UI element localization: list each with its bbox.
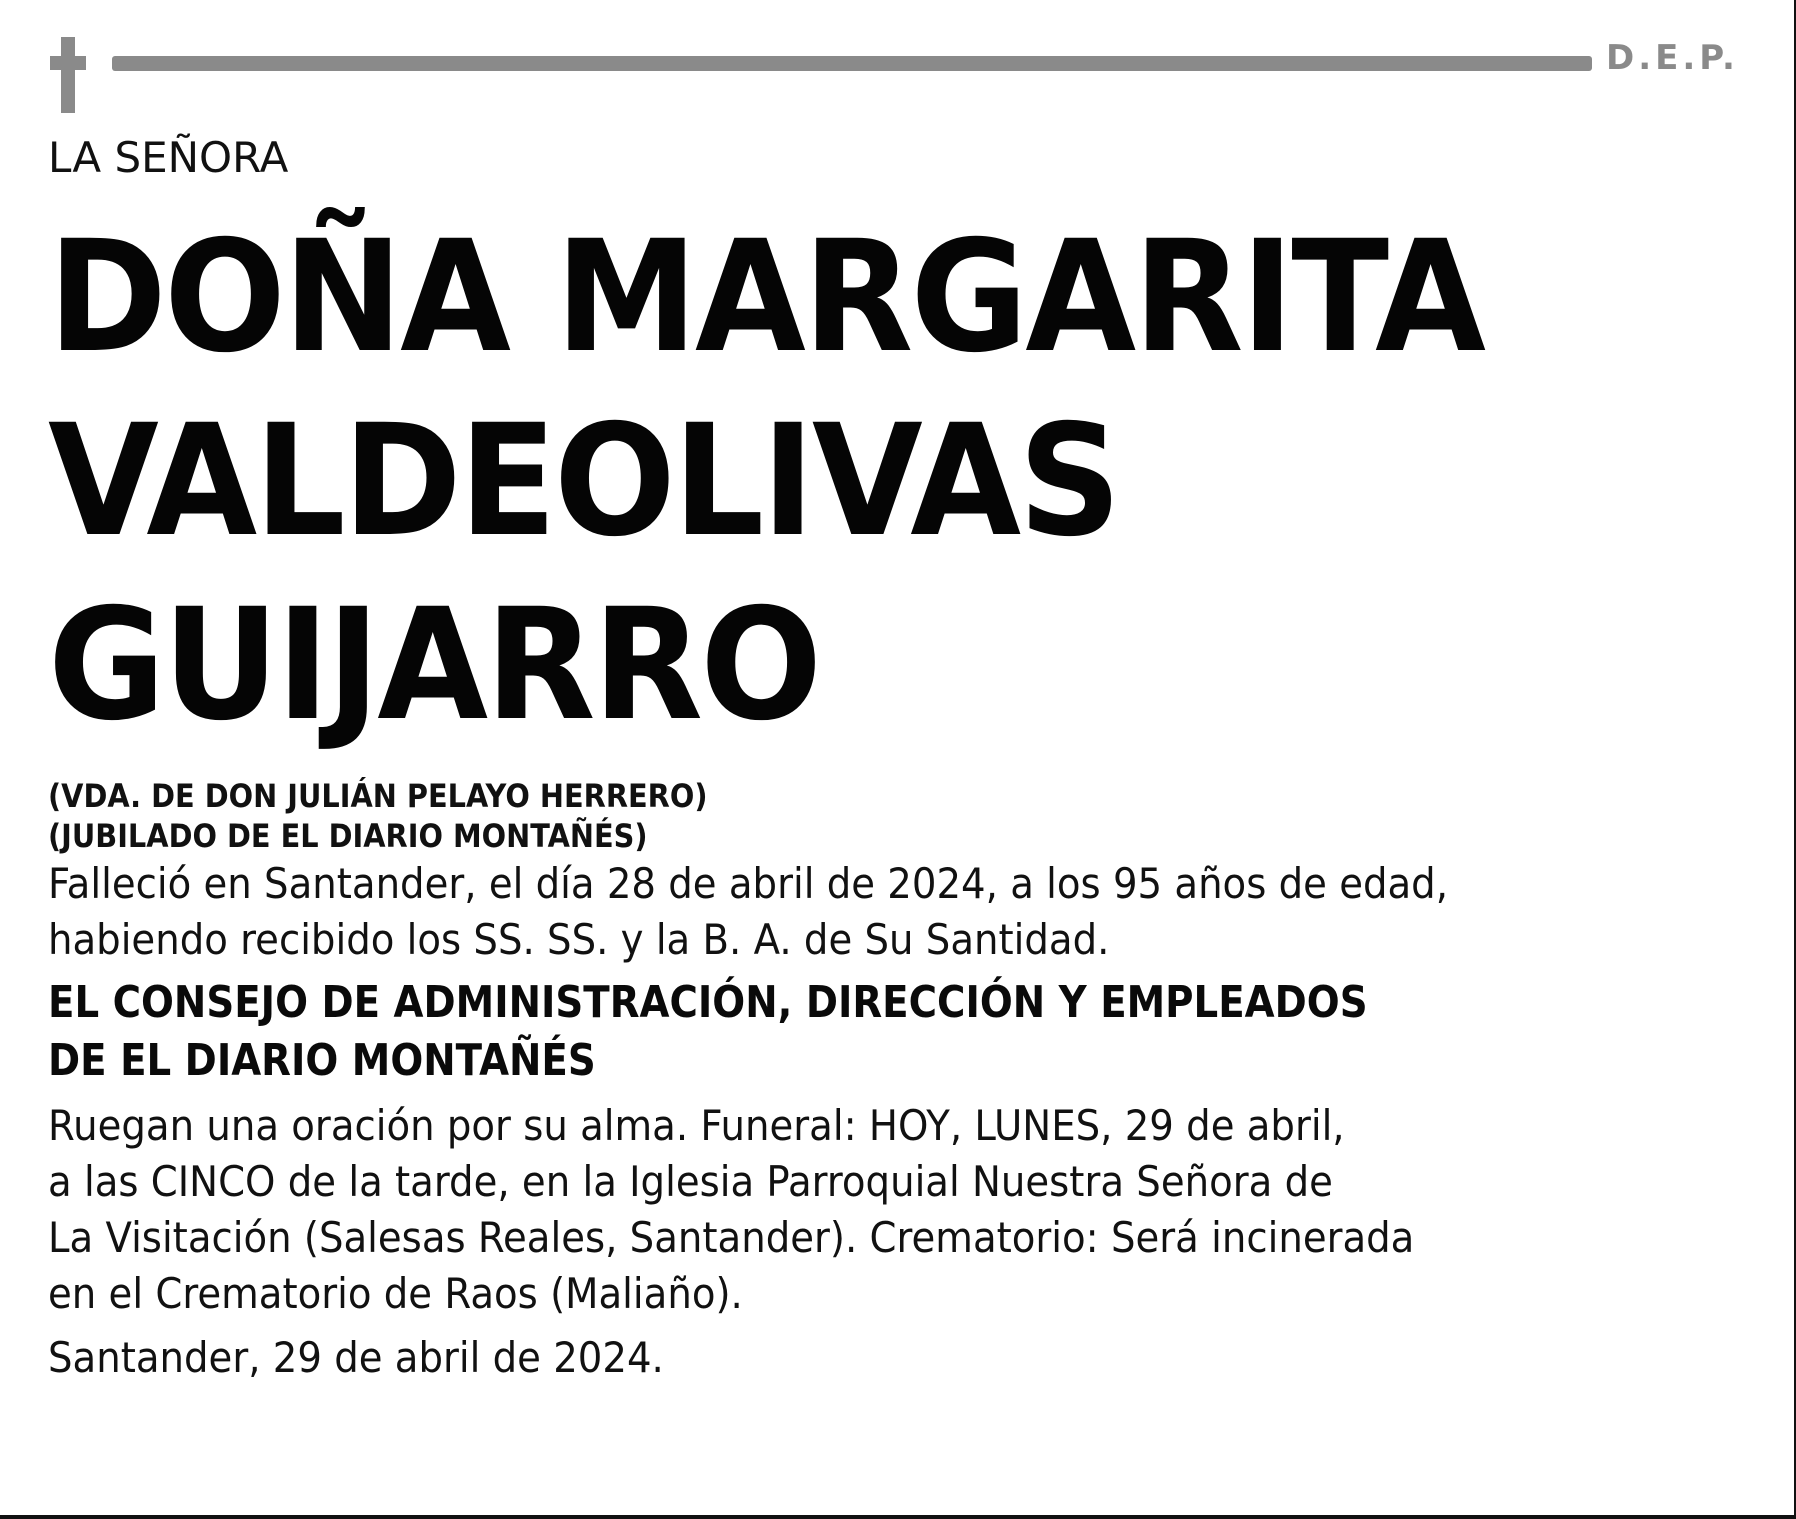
funeral-details [48, 1098, 1748, 1322]
subtitle [48, 776, 1748, 856]
funeral-line-3: La Visitación (Salesas Reales, Santander). Crematorio: Será incinerada [48, 1213, 1415, 1262]
latin-cross-icon [50, 37, 86, 113]
name-line-3: GUIJARRO [48, 576, 820, 755]
deceased-name [48, 206, 1748, 758]
dep-label: D.E.P. [1606, 38, 1739, 78]
death-line-1: Falleció en Santander, el día 28 de abril de 2024, a los 95 años de edad, [48, 859, 1448, 908]
organization-line-2: DE EL DIARIO MONTAÑÉS [48, 1035, 596, 1086]
honorific: LA SEÑORA [48, 133, 289, 182]
header-rule [112, 56, 1592, 71]
organization [48, 974, 1748, 1090]
closing-date [48, 1330, 1748, 1386]
subtitle-line-1: (VDA. DE DON JULIÁN PELAYO HERRERO) [48, 777, 708, 815]
funeral-line-4: en el Crematorio de Raos (Maliaño). [48, 1269, 743, 1318]
death-details [48, 856, 1748, 968]
organization-line-1: EL CONSEJO DE ADMINISTRACIÓN, DIRECCIÓN Y EMPLEADOS [48, 977, 1368, 1028]
subtitle-line-2: (JUBILADO DE EL DIARIO MONTAÑÉS) [48, 817, 648, 855]
closing-line: Santander, 29 de abril de 2024. [48, 1333, 664, 1382]
name-line-1: DOÑA MARGARITA [48, 208, 1484, 387]
notice-content [48, 128, 1748, 1386]
funeral-line-2: a las CINCO de la tarde, en la Iglesia Parroquial Nuestra Señora de [48, 1157, 1333, 1206]
death-line-2: habiendo recibido los SS. SS. y la B. A. de Su Santidad. [48, 915, 1110, 964]
name-line-2: VALDEOLIVAS [48, 392, 1119, 571]
funeral-line-1: Ruegan una oración por su alma. Funeral: HOY, LUNES, 29 de abril, [48, 1101, 1345, 1150]
